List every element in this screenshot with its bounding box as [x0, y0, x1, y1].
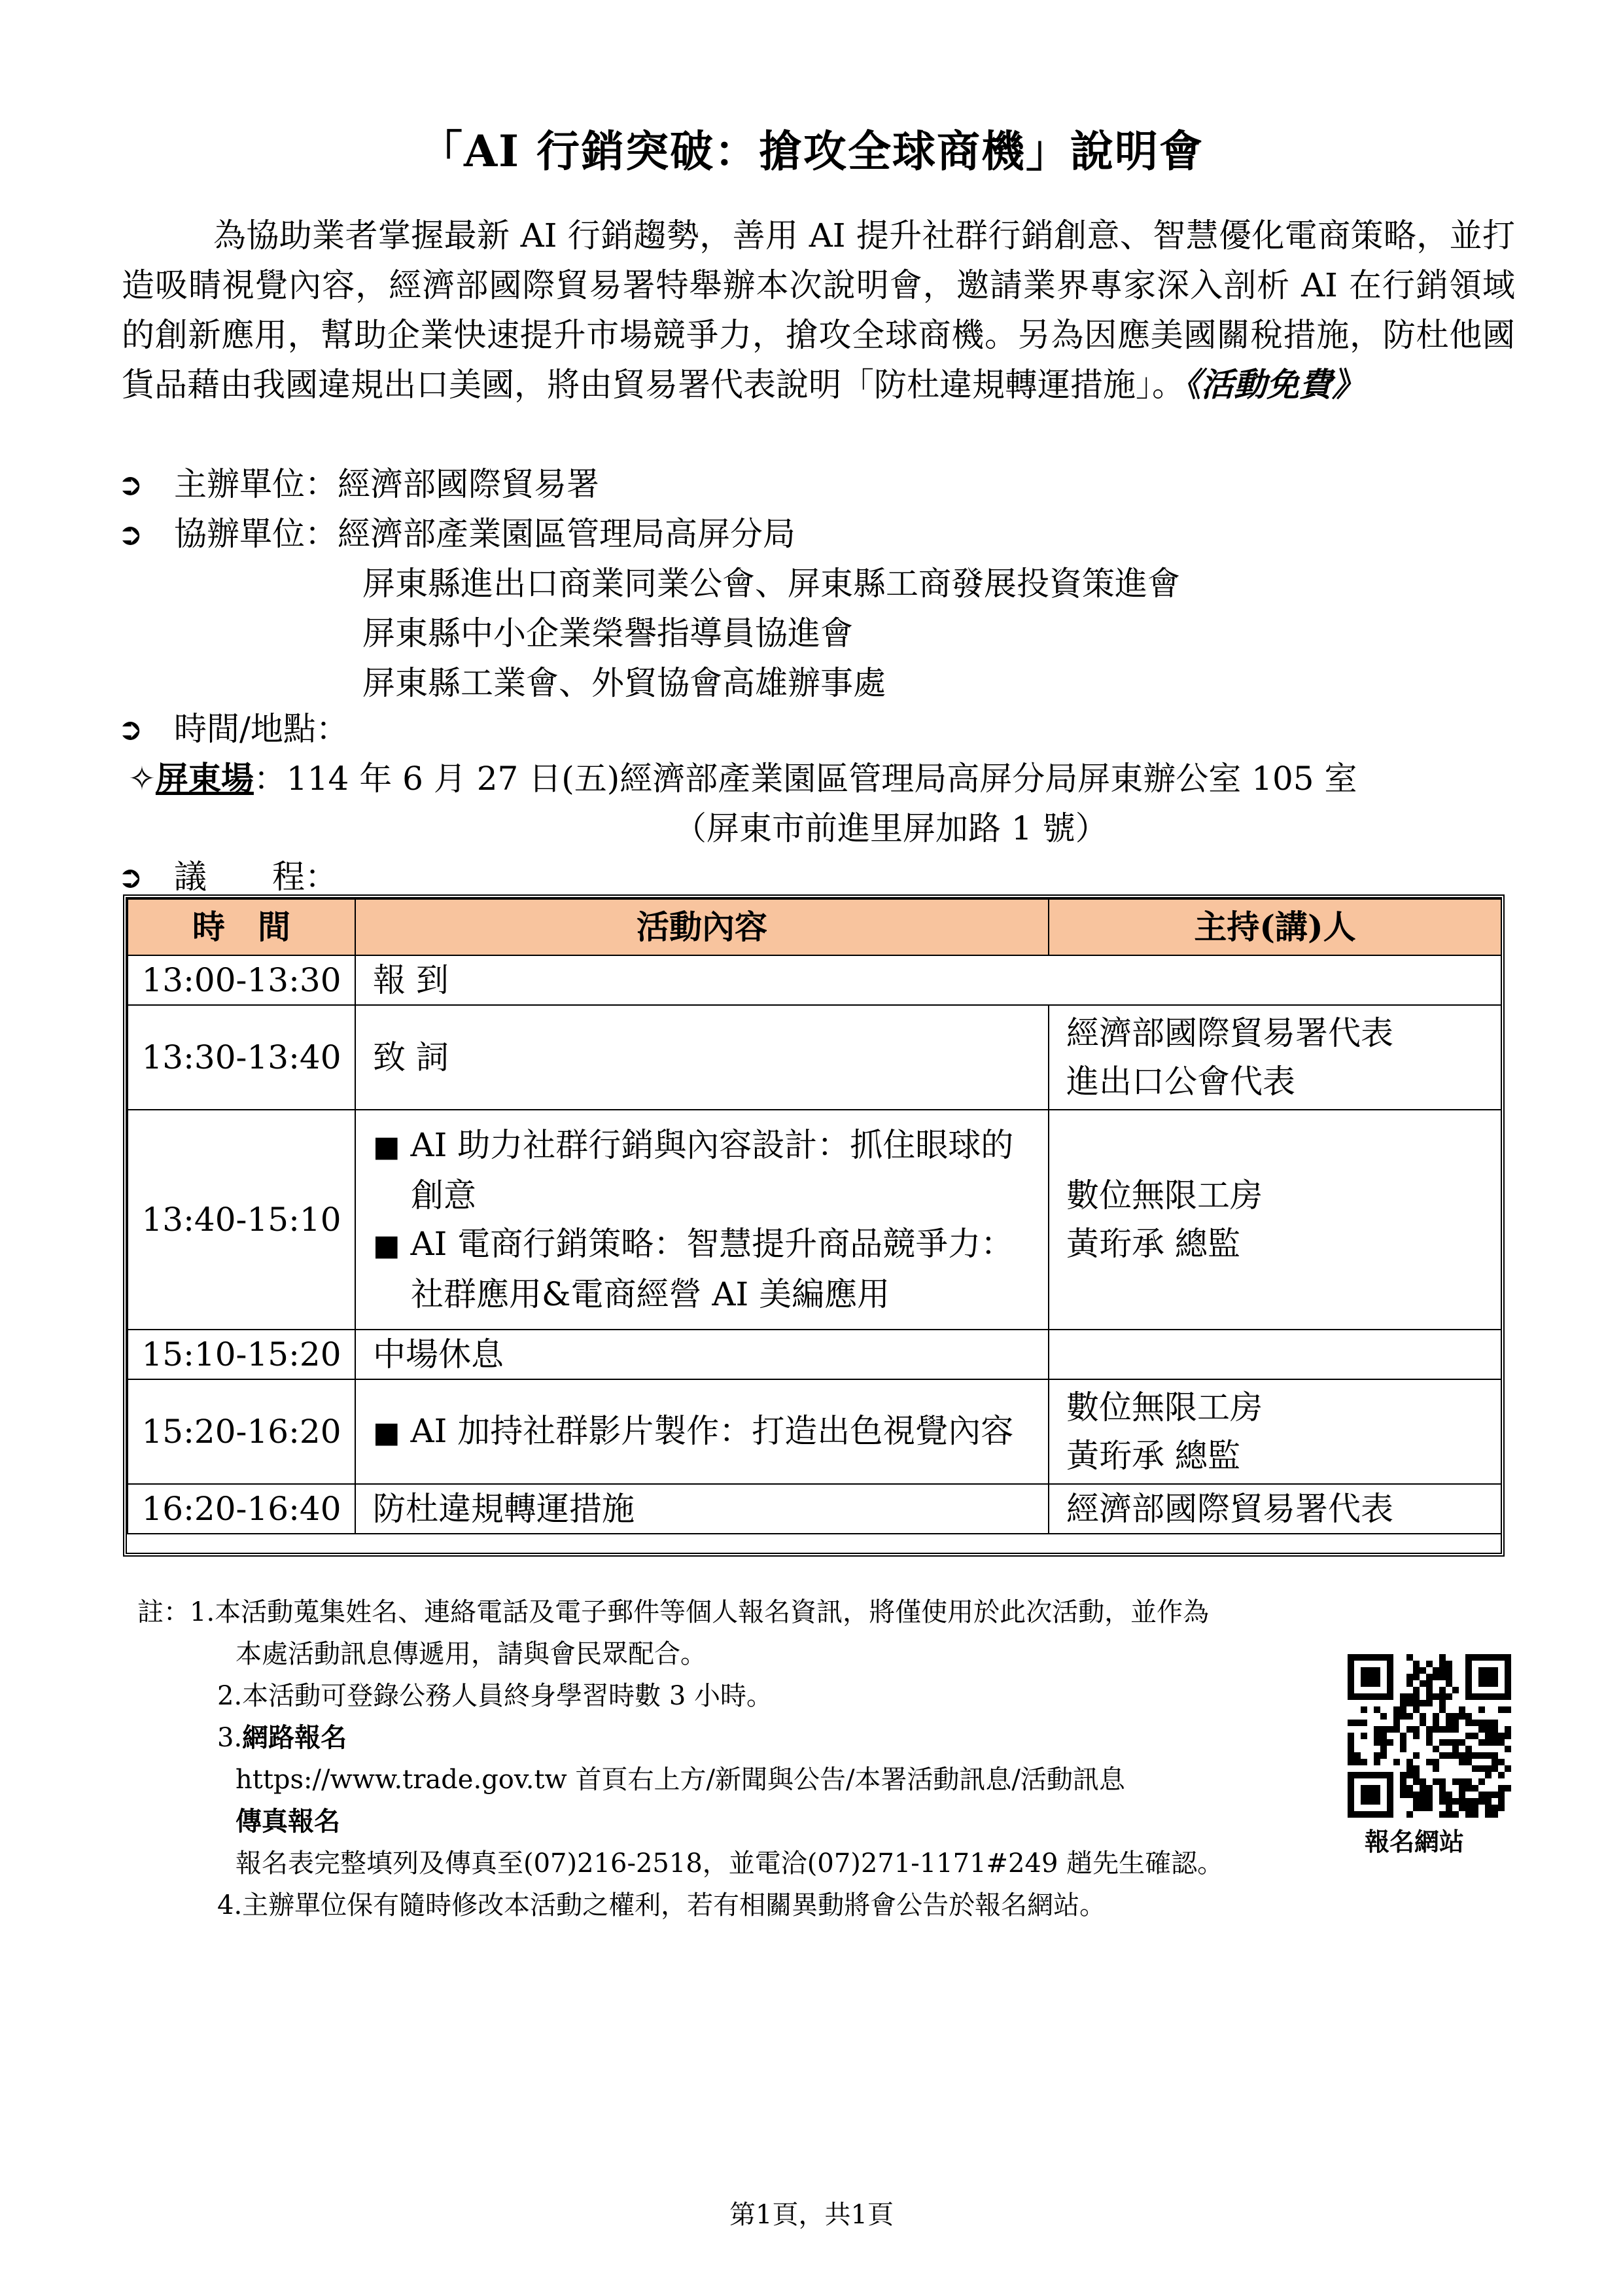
header-content: 活動內容 — [355, 899, 1049, 955]
notes-prefix: 註： — [137, 1597, 190, 1627]
row-content: 中場休息 — [355, 1330, 1049, 1379]
fax-title-text: 傳真報名 — [236, 1806, 340, 1837]
table-row — [128, 1484, 1501, 1534]
intro-text: 為協助業者掌握最新 AI 行銷趨勢，善用 AI 提升社群行銷創意、智慧優化電商策略，並打造吸睛視覺內容，經濟部國際貿易署特舉辦本次說明會，邀請業界專家深入剖析 AI 在行銷領域的創新應用，幫助企業快速提升市場競爭力，搶攻全球商機。另為因應美國關稅措施，防杜他國貨品藉由我國違規出口美國，將由貿易署代表說明「防杜違規轉運措施」。 — [122, 217, 1515, 404]
qr-code-image[interactable] — [1348, 1654, 1511, 1818]
row-host — [1049, 1110, 1501, 1330]
organizer-block — [118, 459, 1531, 509]
bullet-text: AI 助力社群行銷與內容設計：抓住眼球的創意 — [410, 1126, 1014, 1214]
note-2: 2.本活動可登錄公務人員終身學習時數 3 小時。 — [217, 1681, 773, 1711]
row-host: 經濟部國際貿易署代表 — [1049, 1484, 1501, 1534]
venue-detail: ：114 年 6 月 27 日(五)經濟部產業園區管理局高屏分局屏東辦公室 105 室 — [253, 760, 1357, 798]
registration-url[interactable]: https://www.trade.gov.tw 首頁右上方/新聞與公告/本署活動訊息/活動訊息 — [236, 1765, 1125, 1795]
fax-registration-title — [137, 1801, 1478, 1843]
row-time: 13:30-13:40 — [128, 1005, 355, 1110]
note-1-text: 1.本活動蒐集姓名、連絡電話及電子郵件等個人報名資訊，將僅使用於此次活動，並作為 — [190, 1597, 1210, 1627]
host-line: 黃珩承 總監 — [1066, 1225, 1240, 1263]
page-footer: 第1頁，共1頁 — [729, 2200, 894, 2230]
square-bullet-icon: ■ — [373, 1415, 400, 1449]
online-registration-title: 網路報名 — [242, 1722, 347, 1753]
notes-block — [137, 1591, 1478, 1926]
star-icon: ✧ — [128, 760, 156, 798]
organizer-value: 經濟部國際貿易署 — [338, 465, 599, 503]
agenda-table — [127, 898, 1502, 1534]
table-header-row — [128, 899, 1501, 955]
note-1-cont: 本處活動訊息傳遞用，請與會民眾配合。 — [236, 1639, 707, 1669]
host-line: 進出口公會代表 — [1066, 1063, 1295, 1101]
row-content: 報 到 — [355, 955, 1501, 1005]
arrow-bullet-icon: ➲ — [118, 516, 143, 552]
note-1 — [137, 1591, 1478, 1633]
row-host — [1049, 1379, 1501, 1484]
bullet-text: AI 加持社群影片製作：打造出色視覺內容 — [410, 1411, 1014, 1450]
table-row — [128, 955, 1501, 1005]
row-content — [355, 1379, 1049, 1484]
co-organizer-item: 經濟部產業園區管理局高屏分局 — [338, 515, 795, 553]
header-host: 主持(講)人 — [1049, 899, 1501, 955]
venue-line — [128, 754, 1357, 804]
bullet-item — [373, 1121, 1031, 1220]
intro-paragraph — [122, 211, 1515, 410]
row-time: 13:40-15:10 — [128, 1110, 355, 1330]
venue-name: 屏東場 — [155, 759, 254, 798]
host-line: 數位無限工房 — [1066, 1176, 1263, 1214]
co-organizer-item: 屏東縣中小企業榮譽指導員協進會 — [362, 614, 853, 652]
venue-address: （屏東市前進里屏加路 1 號） — [674, 809, 1108, 847]
row-time: 13:00-13:30 — [128, 955, 355, 1005]
time-place-label: 時間/地點： — [174, 710, 349, 748]
note-3-num: 3. — [217, 1723, 243, 1753]
row-time: 15:10-15:20 — [128, 1330, 355, 1379]
bullet-item — [373, 1220, 1031, 1318]
agenda-table-frame — [123, 894, 1505, 1557]
host-line: 數位無限工房 — [1066, 1388, 1263, 1426]
qr-caption: 報名網站 — [1365, 1827, 1465, 1856]
table-row — [128, 1330, 1501, 1379]
row-content: 防杜違規轉運措施 — [355, 1484, 1049, 1534]
organizer-label: 主辦單位： — [174, 465, 338, 503]
row-time: 16:20-16:40 — [128, 1484, 355, 1534]
host-line: 黃珩承 總監 — [1066, 1437, 1240, 1475]
note-3-heading — [137, 1717, 1478, 1759]
co-organizer-block — [118, 509, 1531, 708]
co-organizer-item: 屏東縣工業會、外貿協會高雄辦事處 — [362, 664, 886, 702]
agenda-label: 議 程： — [174, 858, 338, 896]
arrow-bullet-icon: ➲ — [118, 711, 143, 747]
fax-registration-text: 報名表完整填列及傳真至(07)216-2518，並電洽(07)271-1171#249 趙先生確認。 — [236, 1848, 1224, 1879]
square-bullet-icon: ■ — [373, 1130, 400, 1163]
square-bullet-icon: ■ — [373, 1229, 400, 1262]
arrow-bullet-icon: ➲ — [118, 859, 143, 894]
header-time: 時 間 — [128, 899, 355, 955]
row-host — [1049, 1330, 1501, 1379]
row-content — [355, 1110, 1049, 1330]
co-organizer-label: 協辦單位： — [174, 515, 338, 553]
host-line: 經濟部國際貿易署代表 — [1066, 1014, 1393, 1052]
free-event-tag: 《活動免費》 — [1185, 365, 1365, 404]
time-place-block — [118, 704, 1531, 754]
bullet-text: AI 電商行銷策略：智慧提升商品競爭力：社群應用&電商經營 AI 美編應用 — [410, 1225, 1014, 1313]
table-row — [128, 1379, 1501, 1484]
table-row — [128, 1110, 1501, 1330]
page-title: 「AI 行銷突破：搶攻全球商機」說明會 — [419, 126, 1204, 177]
bullet-item — [373, 1407, 1031, 1457]
table-row — [128, 1005, 1501, 1110]
co-organizer-item: 屏東縣進出口商業同業公會、屏東縣工商發展投資策進會 — [362, 565, 1180, 603]
note-4: 4.主辦單位保有隨時修改本活動之權利，若有相關異動將會公告於報名網站。 — [217, 1890, 1106, 1920]
row-content: 致 詞 — [355, 1005, 1049, 1110]
arrow-bullet-icon: ➲ — [118, 467, 143, 502]
row-host — [1049, 1005, 1501, 1110]
row-time: 15:20-16:20 — [128, 1379, 355, 1484]
